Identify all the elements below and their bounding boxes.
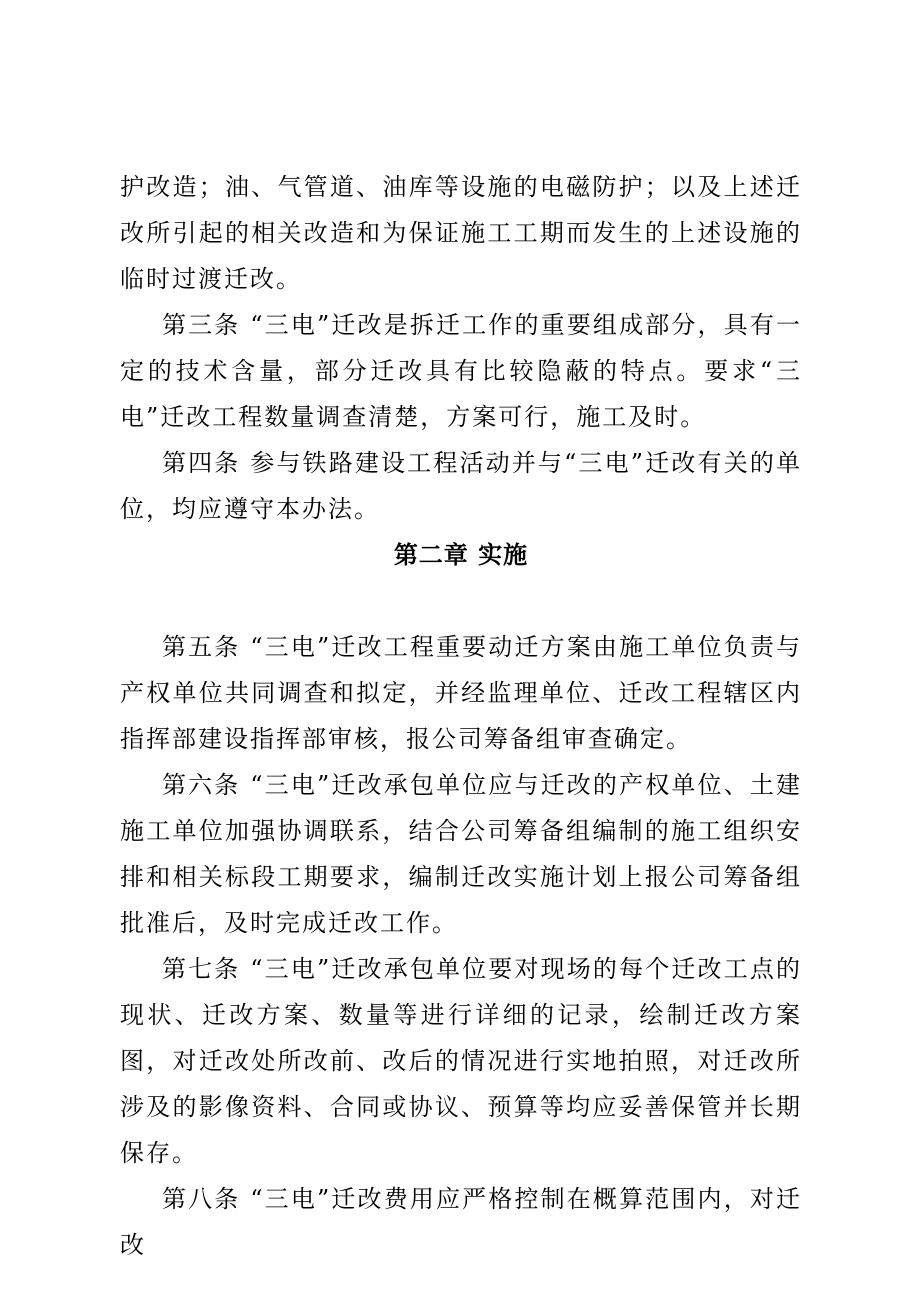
article-7: 第七条 “三电”迁改承包单位要对现场的每个迁改工点的现状、迁改方案、数量等进行详细的记录，绘制迁改方案图，对迁改处所改前、改后的情况进行实地拍照，对迁改所涉及的影像资料、合同或协议、预算等均应妥善保管并长期保存。 xyxy=(120,955,802,1167)
blank-line xyxy=(120,578,802,624)
article-3: 第三条 “三电”迁改是拆迁工作的重要组成部分，具有一定的技术含量，部分迁改具有比较隐蔽的特点。要求“三电”迁改工程数量调查清楚，方案可行，施工及时。 xyxy=(120,311,802,431)
paragraph-continuation: 护改造；油、气管道、油库等设施的电磁防护；以及上述迁改所引起的相关改造和为保证施工工期而发生的上述设施的临时过渡迁改。 xyxy=(120,173,802,293)
article-6: 第六条 “三电”迁改承包单位应与迁改的产权单位、土建施工单位加强协调联系，结合公司筹备组编制的施工组织安排和相关标段工期要求，编制迁改实施计划上报公司筹备组批准后，及时完成迁改工作。 xyxy=(120,771,802,937)
document-page xyxy=(120,164,802,1268)
chapter-title: 第二章 实施 xyxy=(393,540,529,569)
article-8: 第八条 “三电”迁改费用应严格控制在概算范围内，对迁改 xyxy=(120,1185,802,1259)
article-4: 第四条 参与铁路建设工程活动并与“三电”迁改有关的单位，均应遵守本办法。 xyxy=(120,449,802,523)
article-5: 第五条 “三电”迁改工程重要动迁方案由施工单位负责与产权单位共同调查和拟定，并经监理单位、迁改工程辖区内指挥部建设指挥部审核，报公司筹备组审查确定。 xyxy=(120,633,802,753)
